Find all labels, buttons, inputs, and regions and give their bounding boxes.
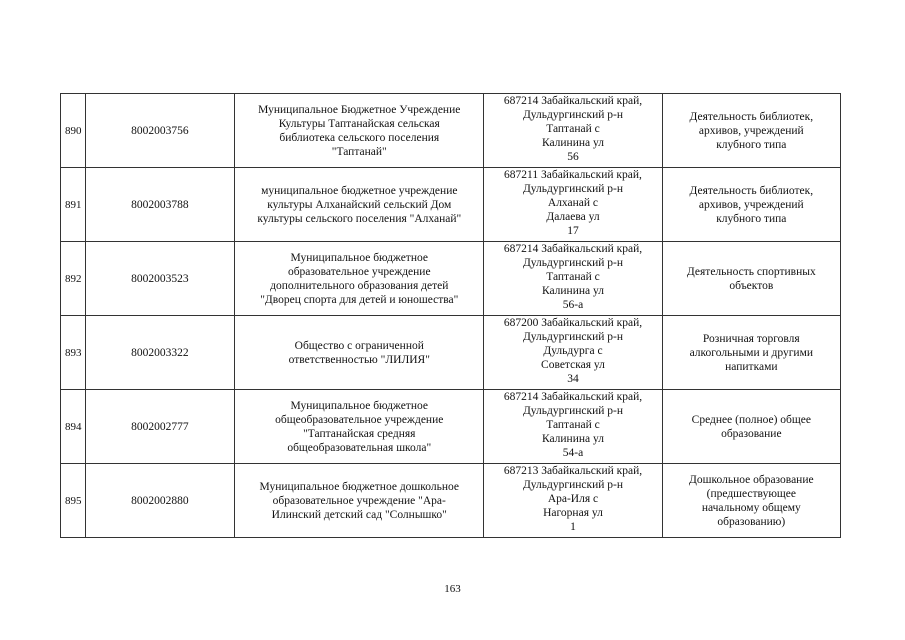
inn-cell [85,168,235,242]
row-number: 895 [65,494,82,507]
organization-name: Общество с ограниченной ответственностью "ЛИЛИЯ" [288,339,430,366]
row-number-cell [61,316,86,390]
organization-name: Муниципальное Бюджетное Учреждение Культуры Таптанайская сельская библиотека сельского поселения "Таптанай" [258,103,461,158]
address-cell [484,390,662,464]
address-cell [484,316,662,390]
page-number: 163 [444,583,461,595]
organization-name: Муниципальное бюджетное общеобразовательное учреждение "Таптанайская средняя общеобразовательная школа" [275,399,444,454]
inn-value: 8002003322 [131,346,189,359]
table-row [61,464,841,538]
address-cell [484,168,662,242]
inn-cell [85,464,235,538]
organization-name: Муниципальное бюджетное дошкольное образовательное учреждение "Ара- Илинский детский сад "Солнышко" [259,480,460,521]
address: 687200 Забайкальский край, Дульдургинский р-н Дульдурга с Советская ул 34 [503,317,643,385]
inn-value: 8002002880 [131,494,189,507]
inn-cell [85,390,235,464]
address: 687214 Забайкальский край, Дульдургинский р-н Таптанай с Калинина ул 56 [503,95,643,163]
activity-cell [662,390,840,464]
row-number-cell [61,242,86,316]
organization-name-cell [235,390,484,464]
address-cell [484,94,662,168]
activity: Розничная торговля алкогольными и другими напитками [689,332,814,373]
row-number: 894 [65,420,82,433]
organization-name-cell [235,94,484,168]
row-number: 890 [65,124,82,137]
address-cell [484,242,662,316]
registry-table [60,93,841,538]
activity: Деятельность библиотек, архивов, учреждений клубного типа [689,110,814,151]
activity-cell [662,168,840,242]
row-number-cell [61,168,86,242]
table-row [61,242,841,316]
row-number: 891 [65,198,82,211]
table-row [61,94,841,168]
inn-value: 8002003523 [131,272,189,285]
row-number: 893 [65,346,82,359]
row-number: 892 [65,272,82,285]
address: 687211 Забайкальский край, Дульдургинский р-н Алханай с Далаева ул 17 [504,169,642,237]
address: 687213 Забайкальский край, Дульдургинский р-н Ара-Иля с Нагорная ул 1 [503,465,643,533]
activity: Деятельность спортивных объектов [686,265,816,292]
inn-value: 8002002777 [131,420,189,433]
activity: Дошкольное образование (предшествующее начальному общему образованию) [689,473,814,528]
inn-value: 8002003788 [131,198,189,211]
activity: Деятельность библиотек, архивов, учреждений клубного типа [689,184,814,225]
organization-name: Муниципальное бюджетное образовательное учреждение дополнительного образования детей "Дворец спорта для детей и юношества" [260,251,459,306]
organization-name: муниципальное бюджетное учреждение культуры Алханайский сельский Дом культуры сельского поселения "Алханай" [257,184,462,225]
row-number-cell [61,464,86,538]
inn-cell [85,242,235,316]
activity-cell [662,242,840,316]
address: 687214 Забайкальский край, Дульдургинский р-н Таптанай с Калинина ул 56-а [503,243,643,311]
table-row [61,316,841,390]
address: 687214 Забайкальский край, Дульдургинский р-н Таптанай с Калинина ул 54-а [503,391,643,459]
organization-name-cell [235,242,484,316]
activity: Среднее (полное) общее образование [691,413,811,440]
inn-cell [85,316,235,390]
table-row [61,390,841,464]
registry-table-body [61,94,841,538]
organization-name-cell [235,168,484,242]
row-number-cell [61,390,86,464]
activity-cell [662,464,840,538]
organization-name-cell [235,316,484,390]
table-row [61,168,841,242]
organization-name-cell [235,464,484,538]
inn-value: 8002003756 [131,124,189,137]
row-number-cell [61,94,86,168]
activity-cell [662,316,840,390]
inn-cell [85,94,235,168]
activity-cell [662,94,840,168]
address-cell [484,464,662,538]
